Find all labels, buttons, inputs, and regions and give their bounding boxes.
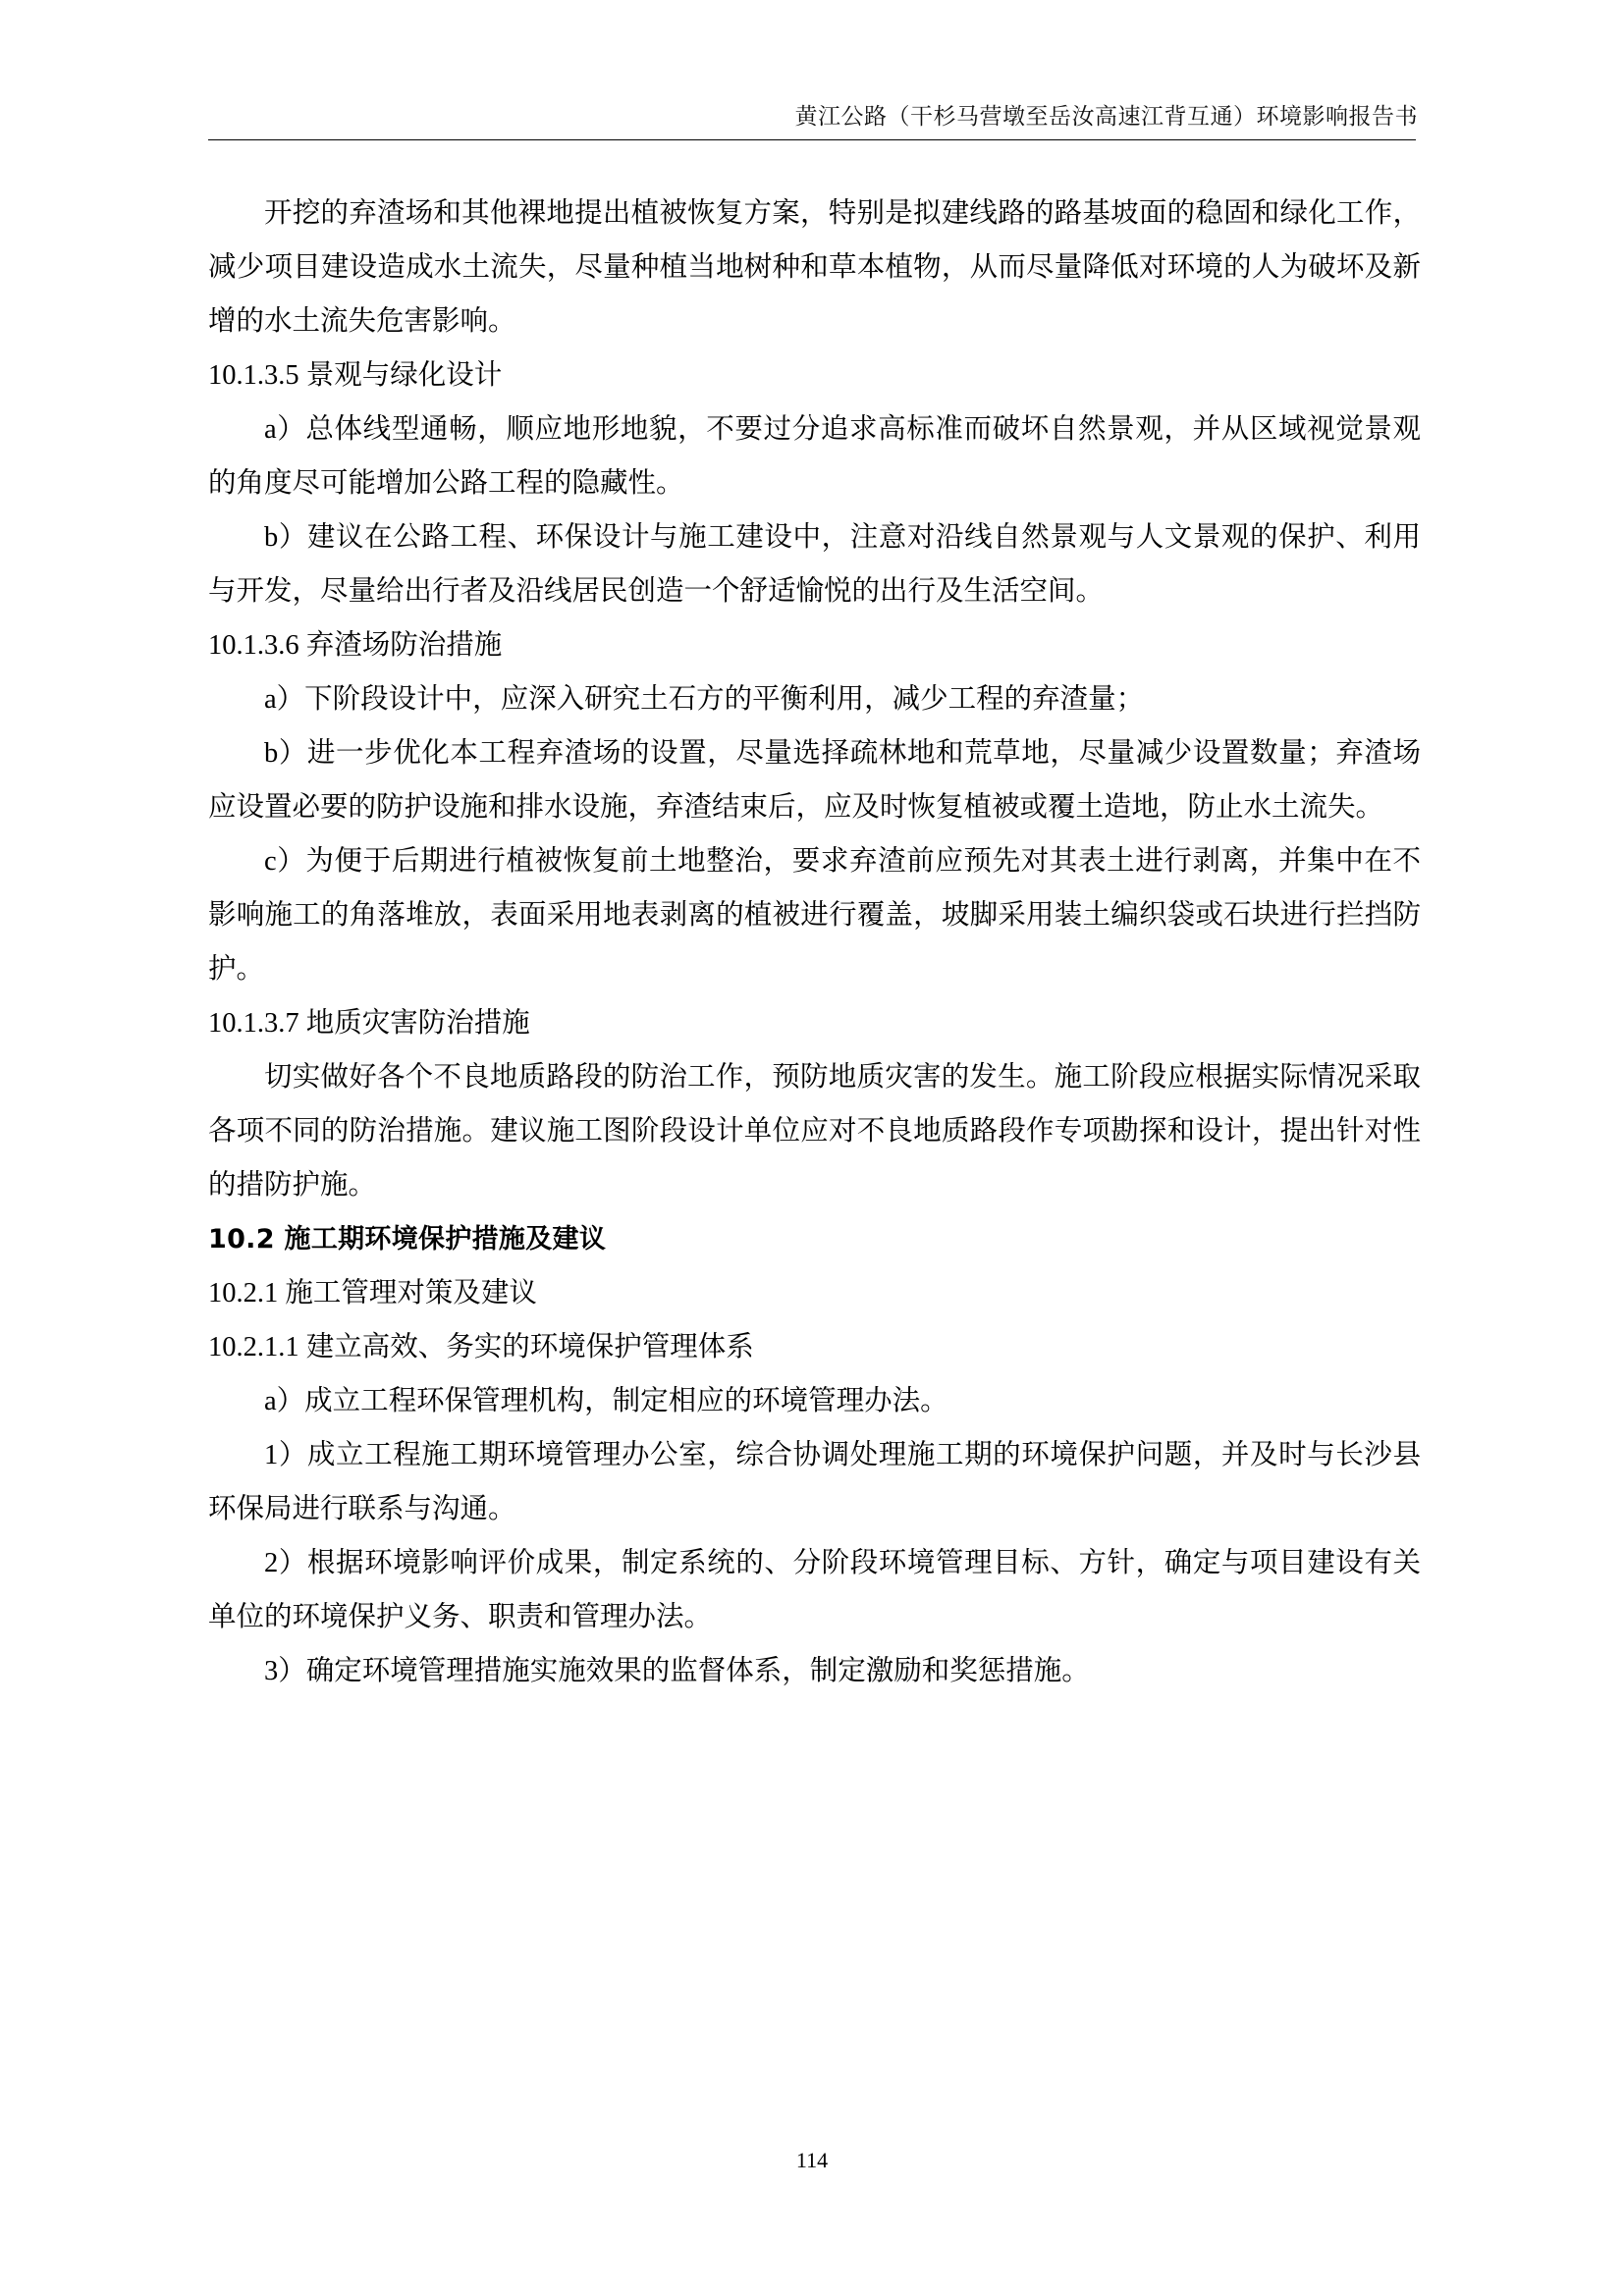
header-divider <box>208 139 1416 140</box>
section-heading: 10.2.1.1 建立高效、务实的环境保护管理体系 <box>208 1332 754 1362</box>
document-body <box>208 187 1421 1698</box>
body-paragraph: a）总体线型通畅，顺应地形地貌，不要过分追求高标准而破坏自然景观，并从区域视觉景观的角度尽可能增加公路工程的隐藏性。 <box>208 414 1421 499</box>
section-heading: 10.1.3.6 弃渣场防治措施 <box>208 630 503 661</box>
body-paragraph: 开挖的弃渣场和其他裸地提出植被恢复方案，特别是拟建线路的路基坡面的稳固和绿化工作，减少项目建设造成水土流失，尽量种植当地树种和草本植物，从而尽量降低对环境的人为破坏及新增的水土流失危害影响。 <box>208 198 1421 337</box>
section-heading: 10.1.3.7 地质灾害防治措施 <box>208 1008 530 1039</box>
body-paragraph: 3）确定环境管理措施实施效果的监督体系，制定激励和奖惩措施。 <box>264 1656 1090 1686</box>
body-paragraph: 1）成立工程施工期环境管理办公室，综合协调处理施工期的环境保护问题，并及时与长沙县环保局进行联系与沟通。 <box>208 1440 1421 1524</box>
section-heading: 10.1.3.5 景观与绿化设计 <box>208 360 503 391</box>
page-header: 黄江公路（干杉马营墩至岳汝高速江背互通）环境影响报告书 <box>794 104 1418 129</box>
body-paragraph: 切实做好各个不良地质路段的防治工作，预防地质灾害的发生。施工阶段应根据实际情况采取各项不同的防治措施。建议施工图阶段设计单位应对不良地质路段作专项勘探和设计，提出针对性的措防护施。 <box>208 1062 1421 1201</box>
body-paragraph: 2）根据环境影响评价成果，制定系统的、分阶段环境管理目标、方针，确定与项目建设有关单位的环境保护义务、职责和管理办法。 <box>208 1548 1421 1632</box>
body-paragraph: a）成立工程环保管理机构，制定相应的环境管理办法。 <box>264 1386 948 1416</box>
section-heading: 10.2.1 施工管理对策及建议 <box>208 1278 537 1308</box>
section-heading: 10.2 施工期环境保护措施及建议 <box>208 1224 607 1255</box>
body-paragraph: b）建议在公路工程、环保设计与施工建设中，注意对沿线自然景观与人文景观的保护、利用与开发，尽量给出行者及沿线居民创造一个舒适愉悦的出行及生活空间。 <box>208 522 1421 607</box>
body-paragraph: a）下阶段设计中，应深入研究土石方的平衡利用，减少工程的弃渣量； <box>264 684 1145 715</box>
body-paragraph: c）为便于后期进行植被恢复前土地整治，要求弃渣前应预先对其表土进行剥离，并集中在不影响施工的角落堆放，表面采用地表剥离的植被进行覆盖，坡脚采用装土编织袋或石块进行拦挡防护。 <box>208 846 1421 985</box>
page-number: 114 <box>795 2148 829 2172</box>
body-paragraph: b）进一步优化本工程弃渣场的设置，尽量选择疏林地和荒草地，尽量减少设置数量；弃渣场应设置必要的防护设施和排水设施，弃渣结束后，应及时恢复植被或覆土造地，防止水土流失。 <box>208 738 1421 823</box>
